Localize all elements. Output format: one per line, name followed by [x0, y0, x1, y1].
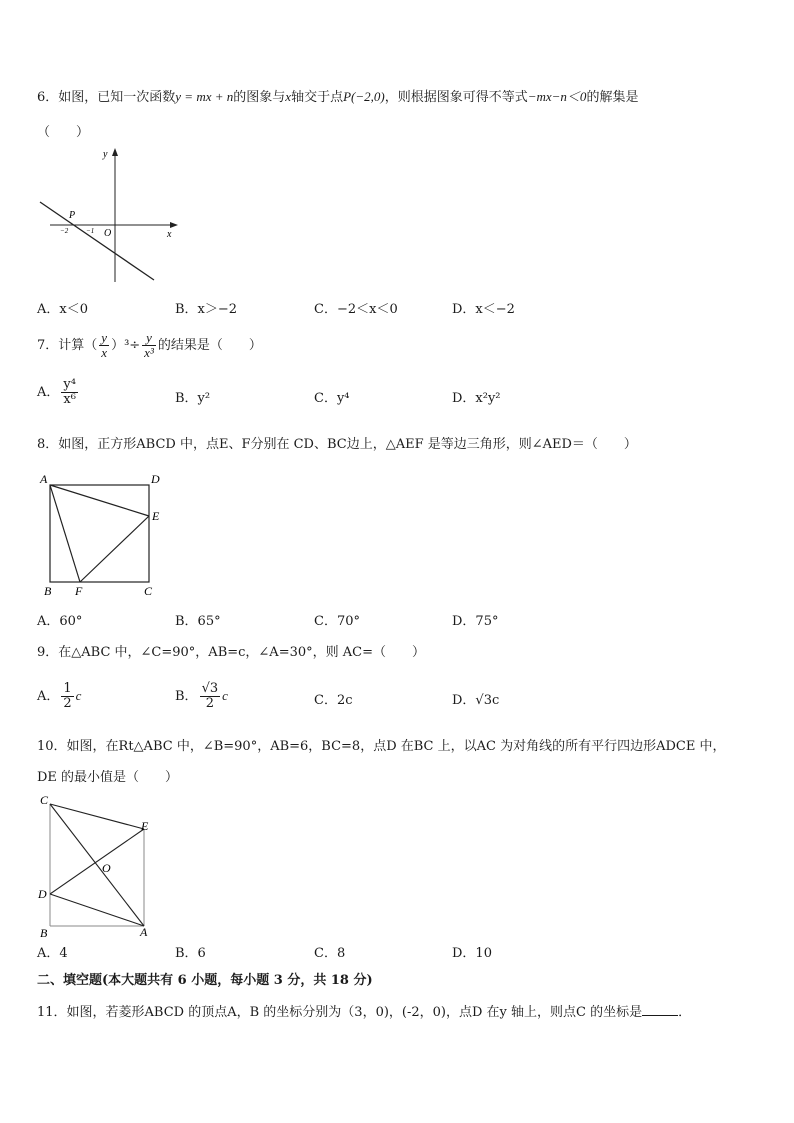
q6-text-e: 的解集是 — [586, 90, 639, 105]
q7-option-a[interactable] — [37, 378, 80, 407]
q7-option-a-label: A． — [37, 385, 60, 400]
q11-text: 11．如图，若菱形ABCD 的顶点A，B 的坐标分别为（3，0)，(-2，0)，点D 在y 轴上，则点C 的坐标是 — [37, 1005, 643, 1020]
q6-label-p: P — [69, 210, 76, 221]
q7-f2-denominator: x³ — [144, 345, 154, 360]
q10-parallelogram-figure — [32, 791, 162, 941]
q7-option-a-fraction — [61, 378, 78, 407]
q9-option-b-num: √3 — [201, 681, 219, 696]
question-8-stem: 8．如图，正方形ABCD 中，点E、F分别在 CD、BC边上，△AEF 是等边三角形，则∠AED＝（ ） — [37, 437, 637, 452]
q8-segment-fe — [80, 516, 149, 582]
q7-option-a-den: x⁶ — [63, 392, 76, 407]
q10-label-a: A — [140, 925, 148, 939]
q11-answer-blank[interactable] — [642, 1003, 678, 1016]
q9-option-a-fraction — [61, 682, 73, 711]
q6-function-line — [40, 202, 154, 280]
q7-option-a-num: y⁴ — [63, 377, 76, 392]
q6-tick-minus-1: −1 — [86, 227, 95, 235]
q9-option-a[interactable] — [37, 682, 81, 711]
q7-f2-numerator: y — [142, 331, 156, 346]
q6-option-d[interactable]: D．x＜−2 — [452, 302, 515, 317]
q6-option-b[interactable]: B．x＞−2 — [175, 302, 238, 317]
q6-label-o: O — [104, 228, 112, 239]
question-10-line-2: DE 的最小值是（ ） — [37, 770, 179, 785]
q7-text-b: 的结果是（ ） — [157, 338, 262, 353]
q7-f1-denominator: x — [101, 345, 108, 360]
q11-end: ． — [678, 1005, 692, 1020]
question-10-line-1: 10．如图，在Rt△ABC 中，∠B=90°，AB=6，BC=8，点D 在BC 上，以AC 为对角线的所有平行四边形ADCE 中， — [37, 739, 726, 754]
q9-option-b-tail: c — [222, 688, 228, 703]
q9-option-b-label: B． — [175, 689, 198, 704]
q8-segment-ae — [50, 485, 149, 516]
q7-fraction-1 — [99, 331, 109, 360]
q6-tick-minus-2: −2 — [60, 227, 69, 235]
q6-answer-paren: （ ） — [37, 125, 90, 140]
q8-option-b[interactable]: B．65° — [175, 614, 221, 629]
q9-option-b-fraction — [200, 682, 221, 711]
q6-function-expr: y = mx + n — [175, 89, 234, 104]
q8-square-figure — [36, 468, 166, 600]
q6-label-x: x — [167, 229, 172, 240]
q7-f1-numerator: y — [101, 330, 108, 345]
q7-option-c[interactable]: C．y⁴ — [314, 391, 350, 406]
q10-label-o: O — [102, 861, 111, 875]
q8-option-a[interactable]: A．60° — [37, 614, 83, 629]
q7-fraction-2 — [142, 331, 156, 360]
q6-point: P(−2,0) — [343, 89, 385, 104]
q6-text-b: 的图象与 — [233, 90, 286, 105]
q8-label-f: F — [75, 584, 83, 598]
q7-power-divide: ）³÷ — [111, 338, 141, 353]
q6-axis: x — [285, 89, 292, 104]
q10-option-b[interactable]: B．6 — [175, 946, 206, 961]
q7-text-a: 7．计算（ — [37, 338, 98, 353]
q9-option-b[interactable] — [175, 682, 228, 711]
q6-x-arrow-icon — [170, 222, 178, 228]
q8-option-c[interactable]: C．70° — [314, 614, 360, 629]
q10-option-d[interactable]: D．10 — [452, 946, 492, 961]
question-11-stem — [37, 1003, 691, 1022]
q6-option-c[interactable]: C．−2＜x＜0 — [314, 302, 398, 317]
q8-label-c: C — [144, 584, 153, 598]
q6-text-a: 6．如图，已知一次函数 — [37, 90, 176, 105]
q9-option-a-tail: c — [75, 688, 82, 703]
question-6-stem — [37, 88, 638, 107]
q10-option-c[interactable]: C．8 — [314, 946, 346, 961]
q9-option-c[interactable]: C．2c — [314, 693, 353, 708]
q10-label-e: E — [141, 819, 149, 833]
q9-option-d[interactable]: D．√3c — [452, 693, 500, 708]
q6-label-y: y — [103, 149, 108, 160]
q8-label-e: E — [152, 509, 160, 523]
q6-text-d: ，则根据图象可得不等式 — [384, 90, 528, 105]
question-9-stem: 9．在△ABC 中，∠C=90°，AB=c，∠A=30°，则 AC=（ ） — [37, 645, 425, 660]
q10-diagonal-de — [50, 829, 144, 894]
q9-option-a-num: 1 — [63, 681, 72, 696]
q8-label-a: A — [40, 472, 48, 486]
q7-option-b[interactable]: B．y² — [175, 391, 211, 406]
q7-option-d[interactable]: D．x²y² — [452, 391, 501, 406]
q8-label-d: D — [151, 472, 160, 486]
q10-diagonal-ca — [50, 804, 144, 926]
q10-label-c: C — [40, 793, 49, 807]
q8-option-d[interactable]: D．75° — [452, 614, 499, 629]
q10-segment-da — [50, 894, 144, 926]
q10-segment-ce — [50, 804, 144, 829]
q6-y-arrow-icon — [112, 148, 118, 156]
q9-option-a-den: 2 — [63, 696, 72, 711]
q8-segment-af — [50, 485, 80, 582]
q8-label-b: B — [44, 584, 52, 598]
q6-text-c: 轴交于点 — [291, 90, 344, 105]
q9-option-a-label: A． — [37, 689, 60, 704]
q10-label-b: B — [40, 926, 48, 940]
q9-option-b-den: 2 — [205, 696, 214, 711]
q10-label-d: D — [38, 887, 47, 901]
q6-inequality: −mx−n＜0 — [527, 89, 587, 104]
q6-option-a[interactable]: A．x＜0 — [37, 302, 88, 317]
q10-option-a[interactable]: A．4 — [37, 946, 68, 961]
q6-graph-figure — [30, 145, 180, 285]
section-2-heading: 二、填空题(本大题共有 6 小题，每小题 3 分，共 18 分) — [37, 973, 373, 988]
question-7-stem — [37, 331, 262, 360]
